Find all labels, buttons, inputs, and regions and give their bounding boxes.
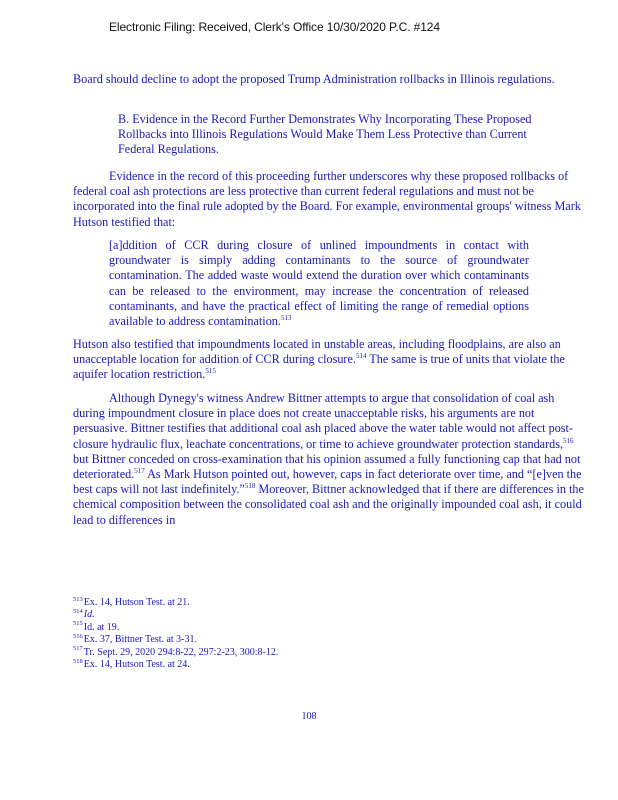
paragraph-text: Evidence in the record of this proceeding further underscores why these proposed rollbacks of federal coal ash protections are less protective than current federal regulations and must not be incorporated into the final rule adopted by the Board. For example, environmental groups' witness Mark Hutson testified that:: [73, 169, 581, 229]
footnote-ref: 517: [134, 466, 145, 475]
footnote: [73, 597, 278, 609]
footnote-number: 513: [73, 595, 83, 603]
footnote: [73, 659, 278, 671]
footnote-ref: 516: [563, 436, 574, 445]
filing-header: Electronic Filing: Received, Clerk's Office 10/30/2020 P.C. #124: [109, 20, 440, 34]
footnote-number: 515: [73, 620, 83, 628]
footnote: [73, 647, 278, 659]
paragraph-continuation: [73, 72, 589, 87]
footnote-text: Ex. 14, Hutson Test. at 21.: [83, 597, 190, 608]
footnote-text: Ex. 37, Bittner Test. at 3-31.: [83, 634, 198, 646]
footnote-text: Tr. Sept. 29, 2020 294:8-22, 297:2-23, 300:8-12.: [83, 646, 279, 658]
footnote-number: 517: [73, 645, 83, 653]
footnote-text: Ex. 14, Hutson Test. at 24.: [83, 659, 190, 671]
footnote-ref: 514: [355, 352, 367, 361]
footnote-ref: 515: [205, 367, 216, 376]
paragraph-text: Moreover, Bittner acknowledged that if there are differences in the chemical composition between the consolidated coal ash and the originally impounded coal ash, it could lead to differences in: [73, 482, 584, 527]
paragraph-bittner: [73, 391, 589, 528]
footnote-text: Id.: [83, 609, 95, 621]
footnote-text: Id. at 19.: [83, 621, 120, 633]
paragraph-text: Board should decline to adopt the proposed Trump Administration rollbacks in Illinois regulations.: [73, 72, 555, 86]
quote-text: [a]ddition of CCR during closure of unlined impoundments in contact with groundwater is simply adding contaminants to the source of groundwater contamination. The added waste would extend the duration over which contaminants can be released to the environment, may increase the concentration of released contaminants, and have the practical effect of limiting the range of remedial options available to address contamination.: [109, 238, 529, 329]
paragraph-hutson: [73, 337, 589, 383]
footnote-ref: 513: [280, 313, 292, 322]
paragraph-text: Although Dynegy's witness Andrew Bittner attempts to argue that consolidation of coal ash during impoundment closure in place does not create unacceptable risks, his arguments are not persuasive. Bittner testifies that additional coal ash placed above the water table would not affect post-closure hydraulic flux, leachate concentrations, or time to achieve groundwater protection standards,: [73, 391, 573, 451]
footnote: [73, 634, 278, 646]
section-heading: [118, 112, 558, 158]
footnote: [73, 622, 278, 634]
footnote: [73, 609, 278, 621]
page-number: 108: [301, 711, 317, 722]
footnote-number: 518: [73, 657, 83, 665]
footnote-ref: 518: [244, 482, 256, 491]
footnotes: [73, 597, 278, 671]
paragraph-text: As Mark Hutson pointed out, however, caps in fact deteriorate over time, and “[e]ven the best caps will not last indefinitely.”: [73, 467, 582, 497]
paragraph-text: Hutson also testified that impoundments located in unstable areas, including floodplains, are also an unacceptable location for addition of CCR during closure.: [73, 337, 561, 367]
paragraph-text: but Bittner conceded on cross-examination that his opinion assumed a fully functioning cap that had not deteriorated.: [73, 451, 581, 482]
paragraph-text: The same is true of units that violate the aquifer location restriction.: [73, 352, 565, 382]
section-heading-text: B. Evidence in the Record Further Demonstrates Why Incorporating These Proposed Rollbacks into Illinois Regulations Would Make Them Less Protective than Current Federal Regulations.: [118, 112, 532, 157]
footnote-number: 516: [73, 632, 83, 640]
footnote-number: 514: [73, 608, 83, 616]
paragraph-evidence: [73, 169, 589, 230]
block-quote: [109, 238, 529, 329]
